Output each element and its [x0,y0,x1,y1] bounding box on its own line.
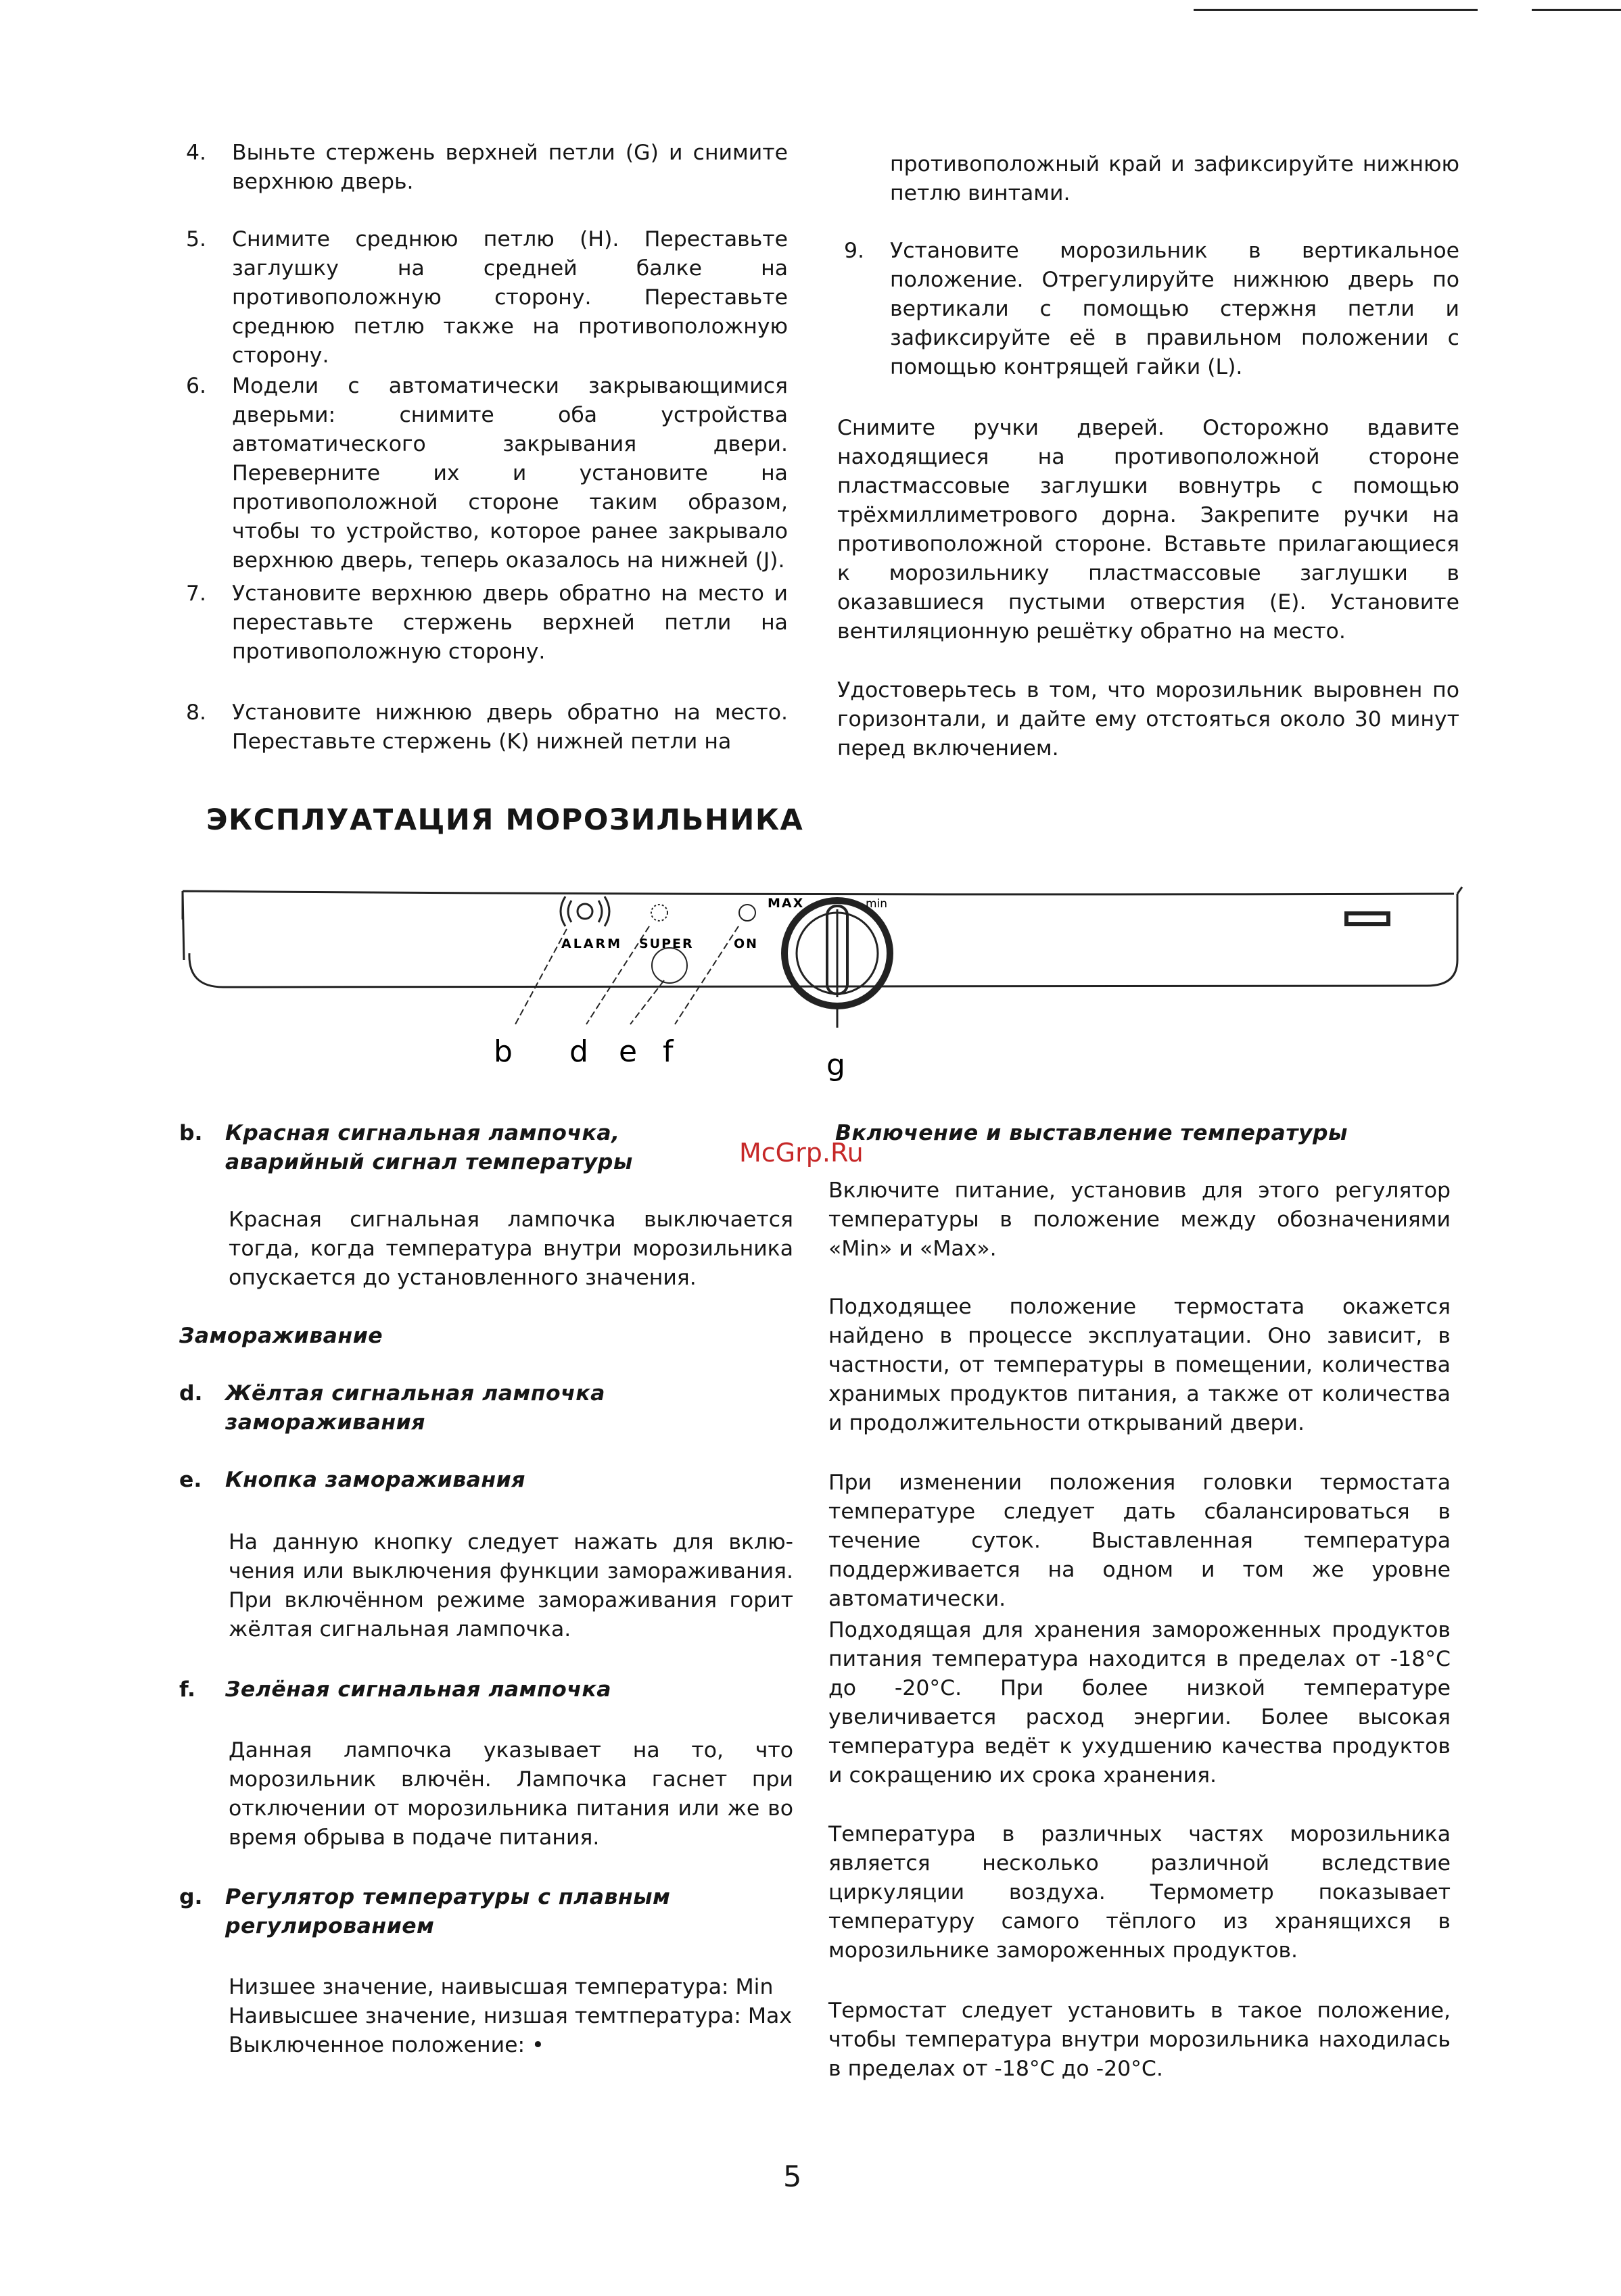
item-title: Зелёная сигнальная лампочка [225,1677,612,1702]
alarm-label: ALARM [561,936,623,951]
item-letter: g. [179,1885,203,1909]
step-text: Снимите среднюю петлю (H). Переставьте заглушку на средней балке на противоположную сторону. Переставьте среднюю петлю также на противоположную сторону. [232,227,788,368]
alarm-wave-icon [561,896,609,926]
step-text: Установите нижнюю дверь обратно на место. Переставьте стержень (K) нижней петли на [232,700,788,754]
subsection-title: Замораживание [179,1324,383,1348]
step-9 [837,237,1459,382]
min-label: min [866,897,888,911]
off-setting-line: Выключенное положение: • [229,2033,544,2057]
item-letter: d. [179,1381,203,1406]
max-label: MAX [768,896,805,911]
item-f-text: Данная лампочка указывает на то, что морозильник влючён. Лампочка гаснет при отключении от морозильника питания или же во время обрыва в подаче питания. [229,1738,793,1850]
step-5 [186,225,788,370]
step-text: Выньте стержень верхней петли (G) и снимите верхнюю дверь. [232,141,788,194]
step-8 [186,698,788,757]
step-number: 5. [186,227,207,252]
step-8-continued [837,150,1459,208]
item-title: Регулятор температуры с плавным регулированием [225,1885,671,1938]
control-panel-diagram [169,879,1481,1102]
super-lamp-icon [651,905,667,921]
subsection-title: Включение и выставление температуры [835,1121,1348,1145]
callout-line-b [515,929,567,1024]
top-rule-1 [1194,9,1478,11]
page-number: 5 [783,2160,802,2194]
temp-para-6: Термостат следует установить в такое положение, чтобы температура внутри морозильника находилась в пределах от -18°C до -20°C. [828,1999,1451,2081]
item-letter: e. [179,1468,202,1492]
item-title: Жёлтая сигнальная лампочка замораживания [225,1381,605,1435]
temp-para-2: Подходящее положение термостата окажется найдено в процессе эксплуатации. Оно зависит, в частности, от температуры в помещении, количества хранимых продуктов питания, а также от количества и продолжительности открываний двери. [828,1295,1451,1435]
temp-para-3: При изменении положения головки термостата температуре следует дать сбалансироваться в течение суток. Выставленная температура поддерживается на одном и том же уровне автоматически. [828,1470,1451,1611]
temp-para-1: Включите питание, установив для этого регулятор температуры в положение между обозначениями «Min» и «Max». [828,1178,1451,1261]
step-text: Модели с автоматически закрывающимися дверьми: снимите оба устройства автоматического закрывания двери. Переверните их и установите на противоположной стороне таким образом, чтобы то устройство, которое ранее закрывало верхнюю дверь, теперь оказалось на нижней (J). [232,374,788,573]
on-label: ON [734,936,759,951]
max-setting-line: Наивысшее значение, низшая темтпература: Max [229,2004,792,2028]
item-b [179,1119,788,1177]
callout-d: d [569,1034,588,1069]
step-text: Установите верхнюю дверь обратно на место и переставьте стержень верхней петли на противоположную сторону. [232,581,788,664]
item-g-lines [229,1973,793,2060]
callout-f: f [663,1034,674,1069]
on-lamp-icon [739,905,755,921]
item-d [179,1379,788,1437]
temp-para-4: Подходящая для хранения замороженных продуктов питания температура находится в пределах от -18°C до -20°C. При более низкой температуре увеличивается расход энергии. Более высокая температура ведёт к ухудшению качества продуктов и сокращению их срока хранения. [828,1618,1451,1788]
item-g [179,1883,788,1941]
item-b-text: Красная сигнальная лампочка выключается тогда, когда температура внутри морозильника опускается до установленного значения. [229,1207,793,1290]
section-title: ЭКСПЛУАТАЦИЯ МОРОЗИЛЬНИКА [206,803,804,837]
item-f [179,1675,788,1704]
door-handles-paragraph: Снимите ручки дверей. Осторожно вдавите находящиеся на противоположной стороне пластмассовые заглушки вовнутрь с помощью трёхмиллиметрового дорна. Закрепите ручки на противоположной стороне. Вставьте прилагающиеся к морозильнику пластмассовые заглушки в оказавшиеся пустыми отверстия (E). Установите вентиляционную решётку обратно на место. [837,416,1459,644]
step-text: Установите морозильник в вертикальное положение. Отрегулируйте нижнюю дверь по вертикали с помощью стержня петли и зафиксируйте её в правильном положении с помощью контрящей гайки (L). [890,239,1459,379]
super-button-icon [652,948,687,983]
callout-g: g [826,1048,845,1082]
step-text: противоположный край и зафиксируйте нижнюю петлю винтами. [890,152,1459,206]
freezing-title [179,1322,788,1351]
step-7 [186,579,788,667]
item-letter: b. [179,1121,203,1145]
levelling-paragraph: Удостоверьтесь в том, что морозильник выровнен по горизонтали, и дайте ему отстояться около 30 минут перед включением. [837,678,1459,761]
step-number: 8. [186,700,207,725]
alarm-lamp-icon [578,904,592,919]
temp-para-5: Температура в различных частях морозильника является несколько различной вследствие циркуляции воздуха. Термометр показывает температуру самого тёплого из хранящихся в морозильнике замороженных продуктов. [828,1822,1451,1963]
step-number: 4. [186,141,207,165]
item-e [179,1466,788,1495]
step-4 [186,139,788,197]
super-label: SUPER [639,936,694,951]
temperature-section-title [835,1119,1457,1148]
item-title: Кнопка замораживания [225,1468,525,1492]
item-letter: f. [179,1677,195,1702]
watermark: McGrp.Ru [739,1138,864,1168]
callout-b: b [494,1034,513,1069]
step-number: 7. [186,581,207,606]
min-setting-line: Низшее значение, наивысшая температура: Min [229,1975,774,1999]
step-number: 9. [844,239,865,263]
top-rule-2 [1532,9,1621,11]
item-title: Красная сигнальная лампочка, аварийный сигнал температуры [225,1121,633,1174]
item-e-text: На данную кнопку следует нажать для вклю-чения или выключения функции замораживания. При включённом режиме замораживания горит жёлтая сигнальная лампочка. [229,1530,793,1642]
step-number: 6. [186,374,207,398]
callout-e: e [619,1034,638,1069]
step-6 [186,372,788,575]
